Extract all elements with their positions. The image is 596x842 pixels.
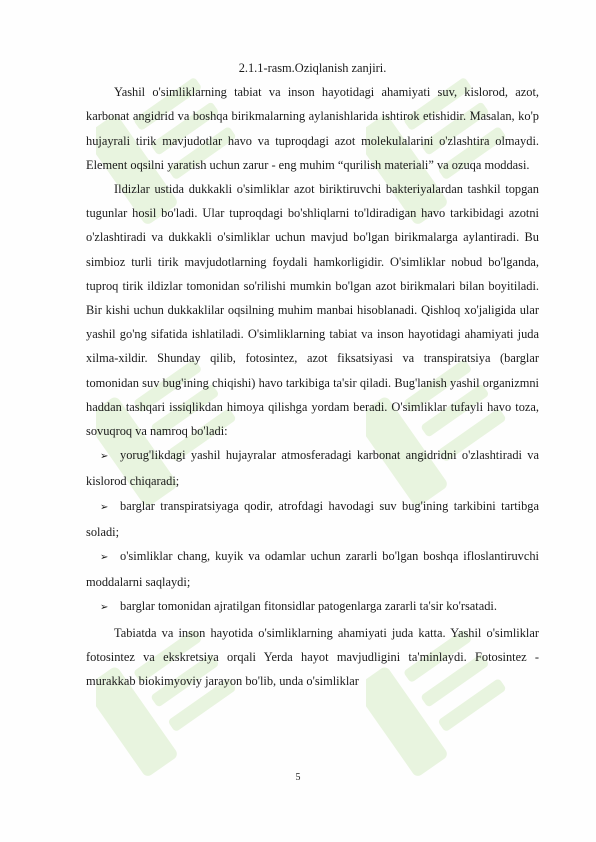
bullet-text: barglar tomonidan ajratilgan fitonsidlar patogenlarga zararli ta'sir ko'rsatadi. — [120, 599, 497, 614]
arrow-bullet-icon: ➢ — [100, 451, 109, 463]
bullet-text: barglar transpiratsiyaga qodir, atrofdagi havodagi suv bug'ining tarkibini tartibga soladi; — [86, 498, 539, 539]
page-number: 5 — [295, 772, 301, 783]
arrow-bullet-icon: ➢ — [100, 501, 109, 513]
paragraph: Tabiatda va inson hayotida o'simliklarning ahamiyati juda katta. Yashil o'simliklar fotosintez va ekskretsiya orqali Yerda hayot mavjudligini ta'minlaydi. Fotosintez - murakkab biokimyoviy jarayon bo'lib, unda o'simliklar — [86, 625, 539, 689]
paragraph: Yashil o'simliklarning tabiat va inson hayotidagi ahamiyati suv, kislorod, azot, karbonat angidrid va boshqa birikmalarning aylanishlarida ishtirok etishidir. Masalan, ko'p hujayrali tirik mavjudotlar havo va tuproqdagi azot molekulalarini o'zlashtira olmaydi. Element oqsilni yaratish uchun zarur - eng muhim “qurilish materiali” va ozuqa moddasi. — [86, 85, 539, 172]
bullet-text: yorug'likdagi yashil hujayralar atmosferadagi karbonat angidridni o'zlashtiradi va kislorod chiqaradi; — [86, 448, 539, 489]
arrow-bullet-icon: ➢ — [100, 552, 109, 564]
figure-caption: 2.1.1-rasm.Oziqlanish zanjiri. — [238, 61, 387, 75]
document-body — [86, 56, 539, 693]
paragraph: Ildizlar ustida dukkakli o'simliklar azot biriktiruvchi bakteriyalardan tashkil topgan tugunlar hosil bo'ladi. Ular tuproqdagi bo'shliqlarni to'ldiradigan havo tarkibidagi azotni o'zlashtiradi va dukkakli o'simliklar uchun mavjud bo'lgan birikmalarga aylantiradi. Bu simbioz turli tirik mavjudotlarning foydali hamkorligidir. O'simliklar nobud bo'lganda, tuproq tirik ildizlar tomonidan so'rilishi mumkin bo'lgan azot birikmalari bilan boyitiladi. Bir kishi uchun dukkaklilar oqsilning muhim manbai hisoblanadi. Qishloq xo'jaligida ular yashil go'ng sifatida ishlatiladi. O'simliklarning tabiat va inson hayotidagi ahamiyati juda xilma-xildir. Shunday qilib, fotosintez, azot fiksatsiyasi va transpiratsiya (barglar tomonidan suv bug'ining chiqishi) havo tarkibiga ta'sir qiladi. Bug'lanish yashil organizmni haddan tashqari issiqlikdan himoya qilishga yordam beradi. O'simliklar tufayli havo toza, sovuqroq va namroq bo'ladi: — [86, 182, 539, 439]
bullet-item — [86, 544, 539, 594]
bullet-item — [86, 443, 539, 493]
arrow-bullet-icon: ➢ — [100, 602, 109, 614]
bullet-item — [86, 494, 539, 544]
bullet-item — [86, 594, 539, 620]
bullet-text: o'simliklar chang, kuyik va odamlar uchun zararli bo'lgan boshqa ifloslantiruvchi moddalarni saqlaydi; — [86, 549, 539, 590]
